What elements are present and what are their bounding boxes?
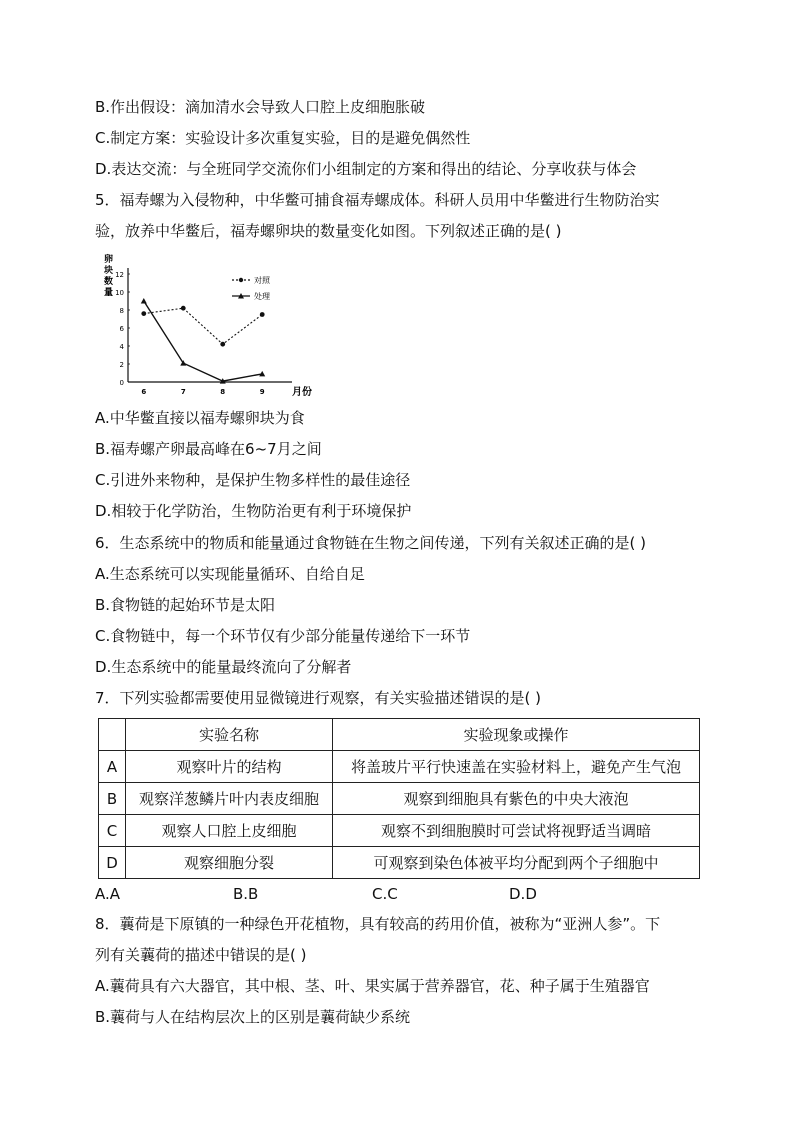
table-row [99, 847, 700, 879]
y-tick-label: 2 [119, 361, 124, 369]
q4-option-b: B.作出假设：滴加清水会导致人口腔上皮细胞胀破 [95, 98, 426, 116]
chart-axes [104, 253, 312, 398]
q7-choice-c: C.C [372, 885, 398, 903]
x-tick-label: 9 [259, 388, 265, 396]
q8-stem-line1: 8．蘘荷是下原镇的一种绿色开花植物，具有较高的药用价值，被称为“亚洲人参”。下 [95, 915, 661, 933]
y-axis-label-char: 块 [104, 266, 114, 276]
q7-stem: 7．下列实验都需要使用显微镜进行观察，有关实验描述错误的是( ) [95, 689, 542, 707]
q5-option-c: C.引进外来物种，是保护生物多样性的最佳途径 [95, 471, 411, 489]
x-tick-label: 8 [220, 388, 226, 396]
q6-option-b: B.食物链的起始环节是太阳 [95, 596, 276, 614]
q8-option-a: A.蘘荷具有六大器官，其中根、茎、叶、果实属于营养器官，花、种子属于生殖器官 [95, 977, 650, 995]
table-cell: 观察不到细胞膜时可尝试将视野适当调暗 [333, 815, 700, 847]
q5-option-b: B.福寿螺产卵最高峰在6~7月之间 [95, 440, 322, 458]
q5-option-a: A.中华鳖直接以福寿螺卵块为食 [95, 409, 305, 427]
table-cell: 观察到细胞具有紫色的中央大液泡 [333, 783, 700, 815]
x-tick-label: 6 [141, 388, 147, 396]
q6-option-a: A.生态系统可以实现能量循环、自给自足 [95, 565, 365, 583]
table-cell: 可观察到染色体被平均分配到两个子细胞中 [333, 847, 700, 879]
table-header-cell: 实验现象或操作 [333, 719, 700, 751]
chart-legend [232, 275, 271, 301]
legend-marker-circle [239, 278, 243, 282]
q6-stem: 6．生态系统中的物质和能量通过食物链在生物之间传递，下列有关叙述正确的是( ) [95, 534, 647, 552]
q7-choice-b: B.B [233, 885, 259, 903]
q5-stem-line2: 验，放养中华鳖后，福寿螺卵块的数量变化如图。下列叙述正确的是( ) [95, 222, 562, 240]
data-point-circle [220, 342, 225, 347]
egg-mass-chart [100, 252, 320, 400]
table-cell: 观察叶片的结构 [126, 751, 333, 783]
y-axis-label-char: 卵 [104, 255, 114, 265]
legend-label: 处理 [254, 292, 270, 301]
y-axis-label-char: 量 [104, 288, 114, 298]
y-tick-label: 8 [119, 307, 124, 315]
legend-label: 对照 [254, 276, 270, 285]
q6-option-d: D.生态系统中的能量最终流向了分解者 [95, 658, 352, 676]
data-point-triangle [141, 298, 147, 304]
data-point-circle [141, 311, 146, 316]
x-axis-label: 月份 [292, 387, 312, 398]
y-tick-label: 10 [115, 289, 124, 297]
series-line-1 [144, 301, 262, 381]
q8-option-b: B.蘘荷与人在结构层次上的区别是蘘荷缺少系统 [95, 1008, 411, 1026]
table-cell: 观察细胞分裂 [126, 847, 333, 879]
table-cell: 将盖玻片平行快速盖在实验材料上，避免产生气泡 [333, 751, 700, 783]
y-tick-label: 0 [119, 379, 124, 387]
q6-option-c: C.食物链中，每一个环节仅有少部分能量传递给下一环节 [95, 627, 471, 645]
q4-option-d: D.表达交流：与全班同学交流你们小组制定的方案和得出的结论、分享收获与体会 [95, 160, 637, 178]
table-cell: C [99, 815, 126, 847]
q8-stem-line2: 列有关蘘荷的描述中错误的是( ) [95, 946, 307, 964]
q5-option-d: D.相较于化学防治，生物防治更有利于环境保护 [95, 502, 412, 520]
q7-choice-a: A.A [95, 885, 121, 903]
table-header-row [99, 719, 700, 751]
table-header-cell [99, 719, 126, 751]
q4-option-c: C.制定方案：实验设计多次重复实验，目的是避免偶然性 [95, 129, 471, 147]
table-header-cell: 实验名称 [126, 719, 333, 751]
table-cell: D [99, 847, 126, 879]
table-cell: 观察人口腔上皮细胞 [126, 815, 333, 847]
table-row [99, 751, 700, 783]
series-line-0 [144, 308, 262, 344]
y-tick-label: 12 [115, 271, 124, 279]
x-tick-label: 7 [180, 388, 186, 396]
table-cell: B [99, 783, 126, 815]
y-tick-label: 6 [119, 325, 124, 333]
y-tick-label: 4 [119, 343, 124, 351]
table-row [99, 815, 700, 847]
table-cell: A [99, 751, 126, 783]
chart-series [141, 298, 265, 384]
q5-stem-line1: 5．福寿螺为入侵物种，中华鳖可捕食福寿螺成体。科研人员用中华鳖进行生物防治实 [95, 191, 660, 209]
data-point-circle [260, 312, 265, 317]
table-cell: 观察洋葱鳞片叶内表皮细胞 [126, 783, 333, 815]
data-point-circle [181, 306, 186, 311]
experiment-table [98, 718, 700, 879]
table-row [99, 783, 700, 815]
y-axis-label-char: 数 [104, 277, 114, 287]
q7-choice-d: D.D [509, 885, 537, 903]
